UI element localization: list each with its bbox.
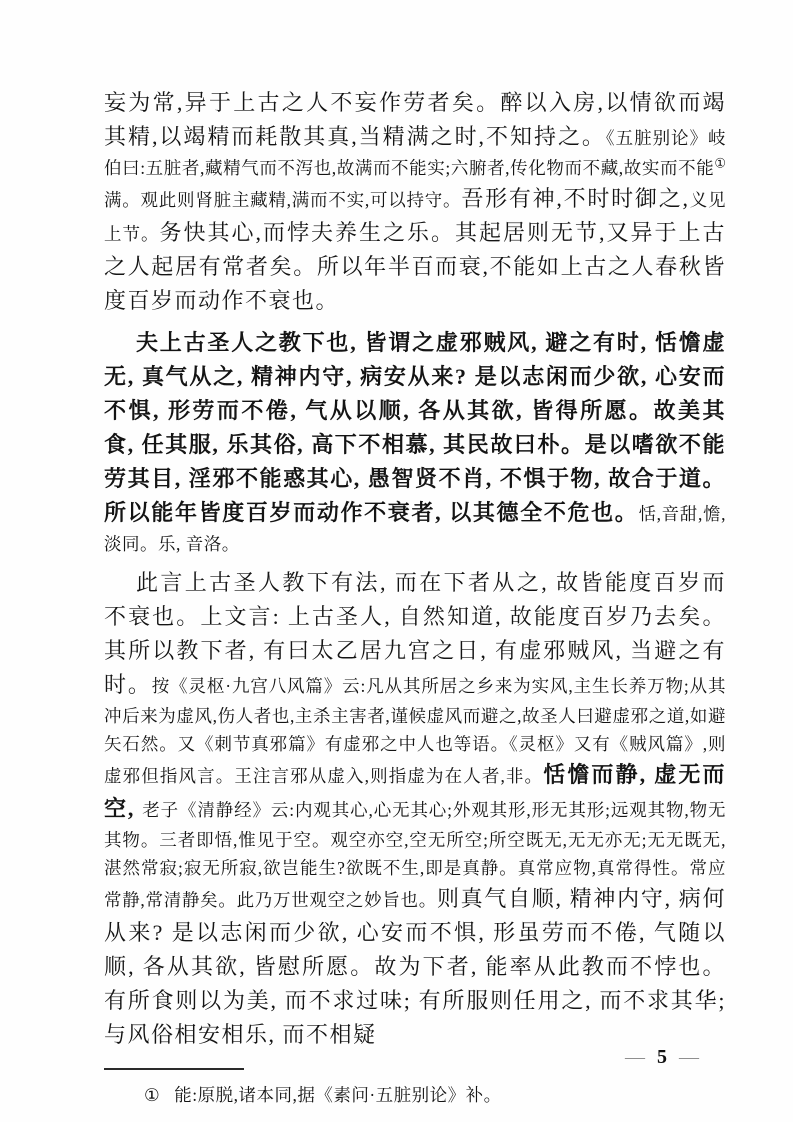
- text-run-large: 夫上古圣人之教下也, 皆谓之虚邪贼风, 避之有时, 恬憺虚无, 真气从之, 精神内守, 病安从来? 是以志闲而少欲, 心安而不惧, 形劳而不倦, 气从以顺, 各从其欲, 皆得所愿。故美其食, 任其服, 乐其俗, 高下不相慕, 其民故曰朴。是以嗜欲不能劳其目, 淫邪不能惑其心, 愚智贤不肖, 不惧于物, 故合于道。所以能年皆度百岁而动作不衰者, 以其德全不危也。: [104, 330, 726, 525]
- page-number-right-dash: —: [679, 1046, 701, 1068]
- text-run-large: 恬憺而静, 虚无而空,: [104, 762, 726, 821]
- text-run-small: 满。观此则肾脏主藏精,满而不实,可以持守。: [104, 190, 462, 210]
- text-run-small: 恬,音甜,憺,淡同。乐, 音洛。: [104, 504, 726, 554]
- text-column: [104, 86, 726, 1108]
- text-run-small: 按《灵枢·九宫八风篇》云:凡从其所居之乡来为实风,主生长养万物;从其冲后来为虚风,伤人者也,主杀主害者,谨候虚风而避之,故圣人曰避虚邪之道,如避矢石然。又《刺节真邪篇》有虚邪之中人也等语。《灵枢》又有《贼风篇》,则虚邪但指风言。王注言邪从虚入,则指虚为在人者,非。: [104, 676, 726, 786]
- footnote-marker: ①: [144, 1085, 161, 1105]
- paragraph: [104, 86, 726, 318]
- text-run-large: 吾形有神,不时时御之,: [461, 186, 690, 211]
- text-run-small: 《五脏别论》岐伯曰:五脏者,藏精气而不泻也,故满而不能实;六腑者,传化物而不藏,故实而不能: [104, 128, 726, 178]
- text-run-large: 此言上古圣人教下有法, 而在下者从之, 故皆能度百岁而不衰也。上文言: 上古圣人, 自然知道, 故能度百岁乃去矣。其所以教下者, 有曰太乙居九宫之日, 有虚邪贼风, 当避之有时。: [104, 570, 726, 697]
- footnote-text: 能:原脱,诸本同,据《素问·五脏别论》补。: [174, 1085, 502, 1105]
- footnote-divider: [104, 1068, 244, 1070]
- text-run-small: 老子《清静经》云:内观其心,心无其心;外观其形,形无其形;远观其物,物无其物。三者即悟,惟见于空。观空亦空,空无所空;所空既无,无无亦无;无无既无,湛然常寂;寂无所寂,欲岂能生?欲既不生,即是真静。真常应物,真常得性。常应常静,常清静矣。此乃万世观空之妙旨也。: [104, 800, 726, 910]
- text-run-small: 义见上节。: [104, 190, 726, 244]
- text-run-large: 妄为常,异于上古之人不妄作劳者矣。醉以入房,以情欲而竭其精,以竭精而耗散其真,当精满之时,不知持之。: [104, 90, 726, 149]
- paragraph-container: [104, 86, 726, 1052]
- page-number-left-dash: —: [625, 1046, 647, 1068]
- page-number: [615, 1046, 711, 1069]
- text-run-sup: ①: [714, 155, 726, 171]
- paragraph: [104, 326, 726, 558]
- footnote: [104, 1082, 726, 1108]
- text-run-large: 则真气自顺, 精神内守, 病何从来? 是以志闲而少欲, 心安而不惧, 形虽劳而不倦, 气随以顺, 各从其欲, 皆慰所愿。故为下者, 能率从此教而不悖也。有所食则以为美, 而不求过味; 有所服则任用之, 而不求其华; 与风俗相安相乐, 而不相疑: [104, 886, 726, 1047]
- paragraph: [104, 566, 726, 1052]
- text-run-large: 务快其心,而悖夫养生之乐。其起居则无节,又异于上古之人起居有常者矣。所以年半百而衰,不能如上古之人春秋皆度百岁而动作不衰也。: [104, 220, 726, 313]
- page-number-value: 5: [657, 1046, 669, 1068]
